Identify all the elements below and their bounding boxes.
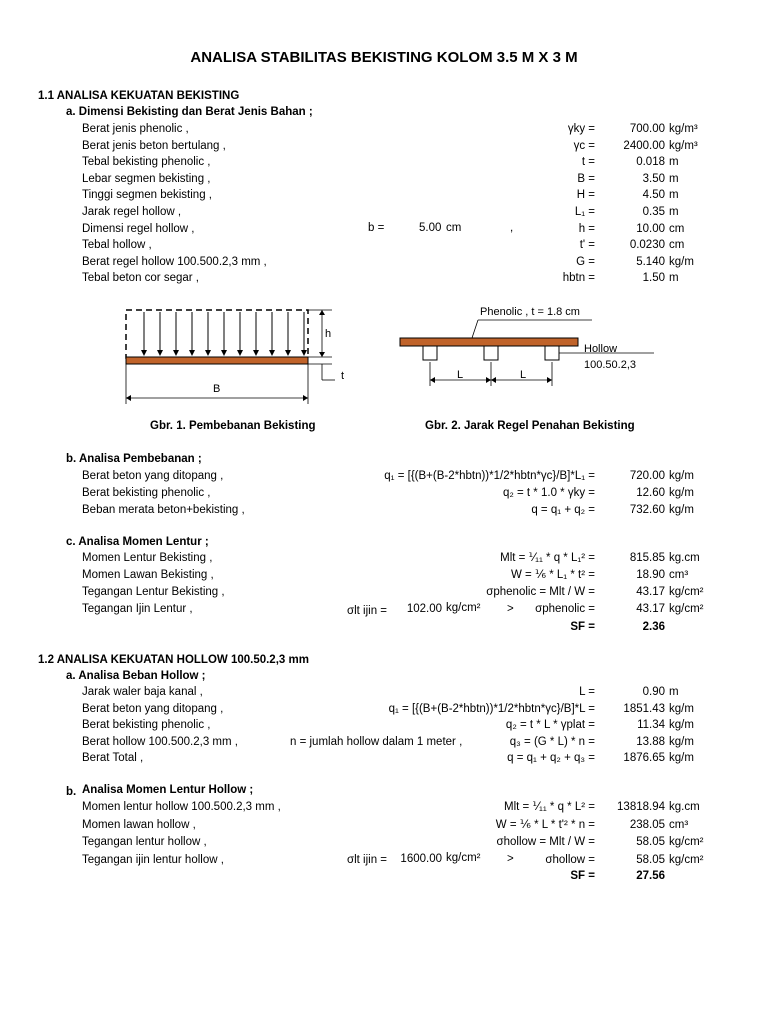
row-label: Berat bekisting phenolic , xyxy=(82,487,211,499)
row-equation: q = q₁ + q₂ + q₃ = xyxy=(507,752,595,765)
row-unit: cm xyxy=(669,239,685,252)
row-value: 58.05 xyxy=(636,836,665,848)
row-unit: kg.cm xyxy=(669,801,700,813)
row-label: Lebar segmen bekisting , xyxy=(82,172,211,185)
row-label: Momen Lentur Bekisting , xyxy=(82,552,213,564)
row-label: Momen Lawan Bekisting , xyxy=(82,569,214,581)
row-unit: m xyxy=(669,686,679,698)
row-label: Tegangan ijin lentur hollow , xyxy=(82,853,224,866)
sf-label: SF = xyxy=(570,621,595,633)
row-label: Dimensi regel hollow , xyxy=(82,222,195,235)
row-value: 700.00 xyxy=(629,123,665,135)
phenolic-board xyxy=(126,357,308,364)
row-equation: σphenolic = xyxy=(535,603,595,615)
hollow-greater-than: > xyxy=(507,853,514,865)
row-value: 10.00 xyxy=(636,222,665,235)
row-value: 3.50 xyxy=(642,172,665,185)
b-symbol: b = xyxy=(368,222,385,234)
subsection-c-heading: c. Analisa Momen Lentur ; xyxy=(66,536,209,548)
row-equation: q₁ = [{(B+(B-2*hbtn))*1/2*hbtn*γc}/B]*L₁ = xyxy=(384,470,595,482)
row-equation: q = q₁ + q₂ = xyxy=(531,504,595,516)
row-label: Tegangan Lentur Bekisting , xyxy=(82,586,225,598)
row-unit: kg.cm xyxy=(669,552,700,564)
fig1-b-label: B xyxy=(213,383,221,395)
row-value: 43.17 xyxy=(636,603,665,615)
row-label: Jarak waler baja kanal , xyxy=(82,686,203,698)
section-1-1-heading: 1.1 ANALISA KEKUATAN BEKISTING xyxy=(38,90,240,102)
row-equation: γky = xyxy=(567,123,595,135)
row-unit: kg/cm² xyxy=(669,853,704,866)
hollow-section-2 xyxy=(484,346,498,360)
section-1-2-heading: 1.2 ANALISA KEKUATAN HOLLOW 100.50.2,3 mm xyxy=(38,654,309,666)
row-label: Tebal beton cor segar , xyxy=(82,272,199,285)
row-unit: cm³ xyxy=(669,818,689,831)
row-equation: t = xyxy=(581,156,595,169)
row-unit: kg/m xyxy=(669,487,694,499)
row-value: 5.140 xyxy=(636,255,665,268)
row-value: 13.88 xyxy=(636,735,665,748)
fig2-l-label-2: L xyxy=(520,369,527,381)
row-label: Tegangan Ijin Lentur , xyxy=(82,603,193,615)
row-unit: m xyxy=(669,189,679,202)
row-equation: L = xyxy=(579,686,595,698)
arrow-heads xyxy=(141,350,307,356)
row-label: Momen lentur hollow 100.500.2,3 mm , xyxy=(82,801,281,813)
row-unit: kg/m xyxy=(669,752,694,765)
row-value: 720.00 xyxy=(629,470,665,482)
row-label: Tebal hollow , xyxy=(82,239,152,252)
row-unit: kg/m xyxy=(669,719,694,732)
row-unit: cm³ xyxy=(669,569,689,581)
row-value: 13818.94 xyxy=(617,801,665,813)
figure-1-loading-diagram xyxy=(110,300,370,410)
hollow-sf-value: 27.56 xyxy=(636,870,665,882)
row-label: Beban merata beton+bekisting , xyxy=(82,504,245,516)
row-equation: q₃ = (G * L) * n = xyxy=(509,735,595,748)
n-note: n = jumlah hollow dalam 1 meter , xyxy=(290,736,463,748)
greater-than: > xyxy=(507,603,514,615)
row-label: Tinggi segmen bekisting , xyxy=(82,189,212,202)
row-label: Tebal bekisting phenolic , xyxy=(82,156,211,169)
row-value: 12.60 xyxy=(636,487,665,499)
fig1-t-label: t xyxy=(341,370,345,382)
row-value: 11.34 xyxy=(637,719,665,732)
row-unit: m xyxy=(669,172,679,185)
row-value: 4.50 xyxy=(642,189,665,202)
b-value: 5.00 xyxy=(419,222,442,234)
row-label: Berat regel hollow 100.500.2,3 mm , xyxy=(82,255,267,268)
row-label: Berat beton yang ditopang , xyxy=(82,702,224,715)
row-label: Berat Total , xyxy=(82,752,144,765)
row-unit: kg/m xyxy=(669,504,694,516)
hollow-allowable-value: 1600.00 xyxy=(400,853,442,865)
row-equation: t' = xyxy=(579,239,595,252)
row-value: 1.50 xyxy=(642,272,665,285)
row-label: Berat jenis beton bertulang , xyxy=(82,139,226,152)
row-unit: kg/m xyxy=(669,702,694,715)
row-equation: h = xyxy=(578,222,595,235)
row-label: Berat bekisting phenolic , xyxy=(82,719,211,732)
row-equation: hbtn = xyxy=(562,272,595,285)
row-value: 0.35 xyxy=(642,206,665,218)
row-value: 732.60 xyxy=(629,504,665,516)
hollow-allowable-unit: kg/cm² xyxy=(446,852,481,864)
row-equation: σhollow = xyxy=(545,853,595,866)
row-label: Momen lawan hollow , xyxy=(82,818,196,831)
subsection-a-heading-hollow: a. Analisa Beban Hollow ; xyxy=(66,670,206,682)
row-equation: W = ⅙ * L₁ * t² = xyxy=(510,569,595,581)
row-label: Berat beton yang ditopang , xyxy=(82,470,224,482)
row-equation: H = xyxy=(576,189,595,202)
hollow-allowable-symbol: σlt ijin = xyxy=(347,854,388,866)
row-unit: m xyxy=(669,156,679,169)
row-equation: Mlt = ⅟₁₁ * q * L₁² = xyxy=(500,552,595,564)
row-equation: W = ⅙ * L * t'² * n = xyxy=(495,818,595,831)
row-equation: q₂ = t * 1.0 * γky = xyxy=(502,487,595,499)
b-comma: , xyxy=(510,222,514,234)
sf-value: 2.36 xyxy=(642,621,665,633)
figure-2-hollow-spacing-diagram xyxy=(390,300,680,400)
row-unit: cm xyxy=(669,222,685,235)
allowable-stress-value: 102.00 xyxy=(406,603,442,615)
row-label: Berat jenis phenolic , xyxy=(82,123,189,135)
row-unit: kg/cm² xyxy=(669,603,704,615)
row-value: 238.05 xyxy=(629,818,665,831)
row-unit: kg/m³ xyxy=(669,139,698,152)
fig1-h-label: h xyxy=(325,328,332,340)
row-value: 18.90 xyxy=(636,569,665,581)
subsection-b-heading: b. Analisa Pembebanan ; xyxy=(66,453,202,465)
allowable-stress-unit: kg/cm² xyxy=(446,602,481,614)
row-equation: q₁ = [{(B+(B-2*hbtn))*1/2*hbtn*γc}/B]*L = xyxy=(388,702,595,715)
row-value: 1851.43 xyxy=(623,702,665,715)
fig2-l-label-1: L xyxy=(457,369,464,381)
row-equation: Mlt = ⅟₁₁ * q * L² = xyxy=(504,801,595,813)
row-equation: γc = xyxy=(573,139,595,152)
row-equation: L₁ = xyxy=(574,206,595,218)
hollow-sf-label: SF = xyxy=(570,870,595,882)
page-title: ANALISA STABILITAS BEKISTING KOLOM 3.5 M X 3 M xyxy=(190,49,578,66)
row-equation: σphenolic = Mlt / W = xyxy=(486,586,595,598)
row-unit: m xyxy=(669,206,679,218)
row-unit: kg/cm² xyxy=(669,836,704,848)
subsection-b-letter: b. xyxy=(66,786,77,798)
allowable-stress-symbol: σlt ijin = xyxy=(347,605,388,617)
row-equation: G = xyxy=(576,255,595,268)
row-unit: m xyxy=(669,272,679,285)
row-value: 1876.65 xyxy=(623,752,665,765)
figure-1-caption: Gbr. 1. Pembebanan Bekisting xyxy=(150,420,316,432)
row-label: Berat hollow 100.500.2,3 mm , xyxy=(82,735,238,748)
row-equation: B = xyxy=(577,172,595,185)
row-unit: kg/cm² xyxy=(669,586,704,598)
subsection-b-heading-hollow: Analisa Momen Lentur Hollow ; xyxy=(82,784,254,796)
figure-2-caption: Gbr. 2. Jarak Regel Penahan Bekisting xyxy=(425,420,635,432)
row-value: 0.0230 xyxy=(629,239,665,252)
subsection-a-heading: a. Dimensi Bekisting dan Berat Jenis Bahan ; xyxy=(66,106,313,118)
row-value: 0.90 xyxy=(642,686,665,698)
row-unit: kg/m³ xyxy=(669,123,698,135)
fig2-hollow-label: Hollow xyxy=(584,343,618,355)
fig2-hollow-size: 100.50.2,3 xyxy=(584,359,636,371)
row-label: Jarak regel hollow , xyxy=(82,206,182,218)
row-value: 43.17 xyxy=(636,586,665,598)
row-value: 0.018 xyxy=(636,156,665,169)
row-value: 2400.00 xyxy=(623,139,665,152)
row-unit: kg/m xyxy=(669,255,694,268)
row-equation: σhollow = Mlt / W = xyxy=(496,836,595,848)
concrete-load-outline xyxy=(126,310,308,358)
phenolic-board xyxy=(400,338,578,346)
b-unit: cm xyxy=(446,222,462,234)
load-arrows xyxy=(144,312,304,354)
fig2-phenolic-text: Phenolic , t = 1.8 cm xyxy=(480,306,580,318)
row-value: 58.05 xyxy=(636,853,665,866)
row-equation: q₂ = t * L * γplat = xyxy=(505,719,595,732)
row-value: 815.85 xyxy=(629,552,665,564)
row-unit: kg/m xyxy=(669,735,694,748)
hollow-section-3 xyxy=(545,346,559,360)
row-unit: kg/m xyxy=(669,470,694,482)
row-label: Tegangan lentur hollow , xyxy=(82,836,207,848)
hollow-section-1 xyxy=(423,346,437,360)
